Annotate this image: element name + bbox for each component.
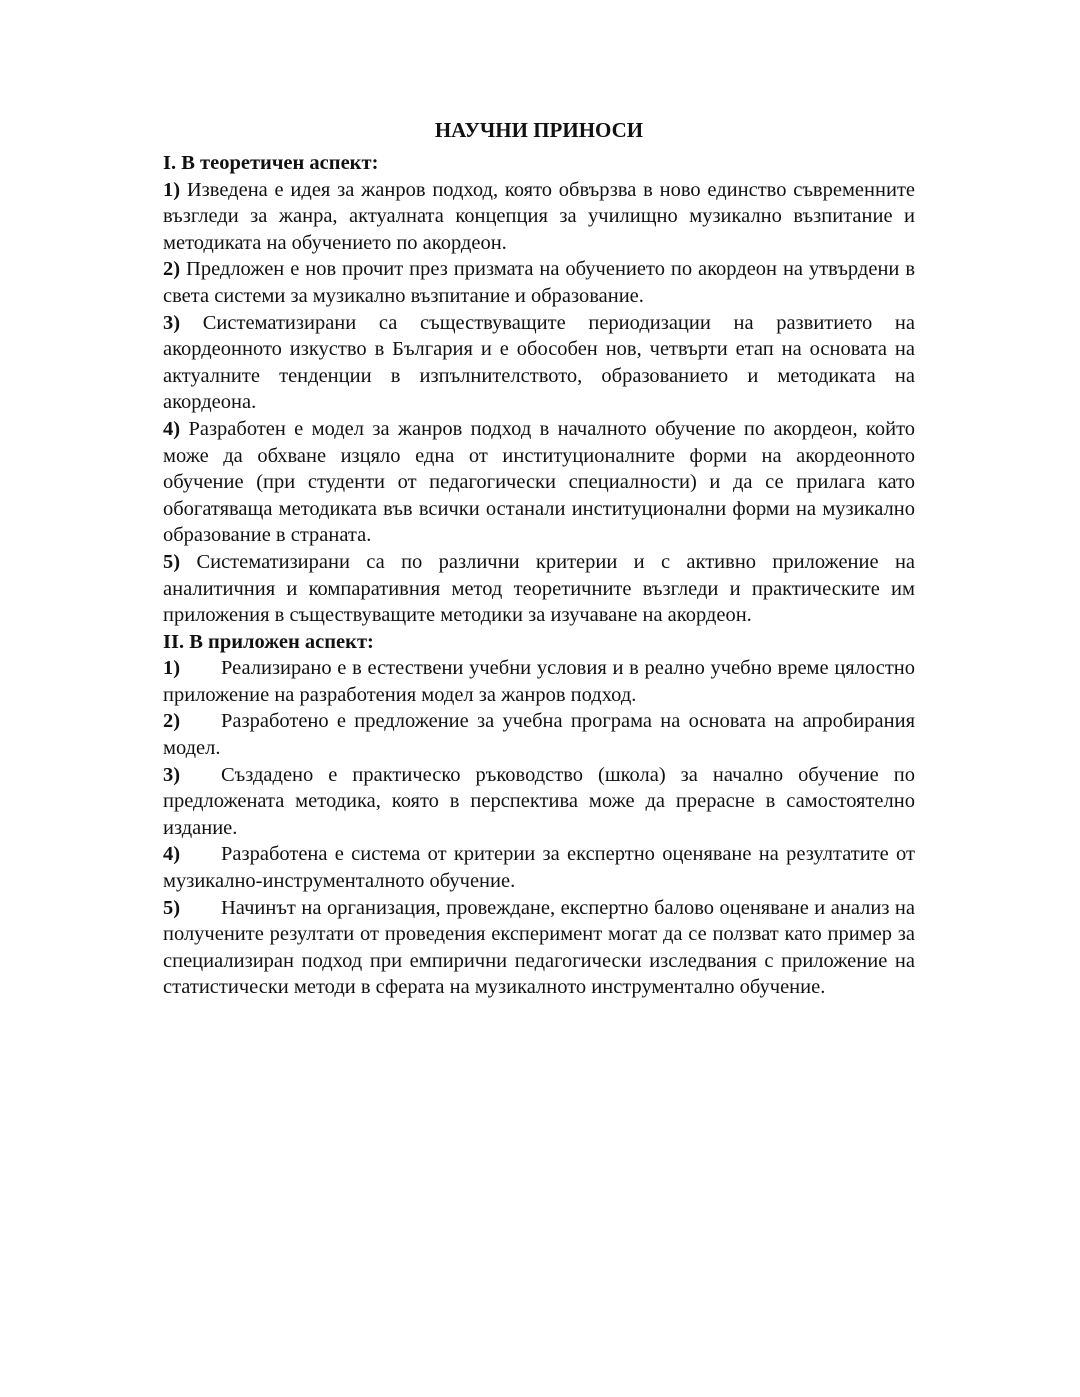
- item-text: Начинът на организация, провеждане, експертно балово оценяване и анализ на получените резултати от проведения експеримент могат да се ползват като пример за специализиран подход при емпирични педагогически изследвания с приложение на статистически методи в сферата на музикалното инструментално обучение.: [163, 896, 915, 999]
- item-number: 5): [163, 550, 181, 573]
- item-text: Разработено е предложение за учебна програма на основата на апробирания модел.: [163, 710, 915, 760]
- list-item: [163, 177, 915, 257]
- item-text: Разработена е система от критерии за експертно оценяване на резултатите от музикално-инструменталното обучение.: [163, 843, 915, 893]
- page-title: НАУЧНИ ПРИНОСИ: [434, 118, 644, 142]
- item-text: Реализирано е в естествени учебни условия и в реално учебно време цялостно приложение на разработения модел за жанров подход.: [163, 657, 915, 706]
- list-item: [163, 655, 915, 708]
- item-number: 3): [163, 311, 181, 334]
- section-heading-theoretical: I. В теоретичен аспект:: [163, 152, 379, 174]
- list-item: [163, 416, 915, 549]
- item-text: Изведена е идея за жанров подход, която обвързва в ново единство съвременните възгледи за жанра, актуалната концепция за училищно музикално възпитание и методиката на обучението по акордеон.: [163, 178, 916, 254]
- item-number: 4): [163, 417, 181, 440]
- item-number: 1): [163, 178, 181, 201]
- item-number: 4): [163, 843, 181, 866]
- list-item: [163, 708, 915, 761]
- item-text: Систематизирани са по различни критерии и с активно приложение на аналитичния и компаративния метод теоретичните възгледи и практическите им приложения в съществуващите методики за изучаване на акордеон.: [163, 550, 916, 627]
- document-page: [163, 116, 915, 1001]
- item-number: 3): [163, 763, 181, 786]
- item-text: Предложен е нов прочит през призмата на обучението по акордеон на утвърдени в света системи за музикално възпитание и образование.: [163, 258, 915, 307]
- item-number: 2): [163, 258, 181, 281]
- item-number: 2): [163, 710, 181, 733]
- item-text: Разработен е модел за жанров подход в началното обучение по акордеон, който може да обхване изцяло една от институционалните форми на акордеонното обучение (при студенти от педагогически специалности) и да се прилага като обогатяваща методиката във всички останали институционални форми на музикално образование в страната.: [163, 417, 916, 547]
- list-item: [163, 256, 915, 309]
- list-item: [163, 762, 915, 842]
- item-text: Систематизирани са съществуващите периодизации на развитието на акордеонното изкуство в България и е обособен нов, четвърти етап на основата на актуалните тенденции в изпълнителството, образованието и методиката на акордеона.: [163, 311, 916, 414]
- item-number: 5): [163, 896, 181, 919]
- list-item: [163, 549, 915, 629]
- list-item: [163, 895, 915, 1001]
- item-number: 1): [163, 657, 181, 680]
- section-applied: [163, 629, 915, 1001]
- list-item: [163, 310, 915, 416]
- list-item: [163, 841, 915, 894]
- item-text: Създадено е практическо ръководство (школа) за начално обучение по предложената методика, която в перспектива може да прерасне в самостоятелно издание.: [163, 763, 915, 839]
- section-heading-applied: II. В приложен аспект:: [163, 630, 374, 653]
- section-theoretical: [163, 150, 915, 629]
